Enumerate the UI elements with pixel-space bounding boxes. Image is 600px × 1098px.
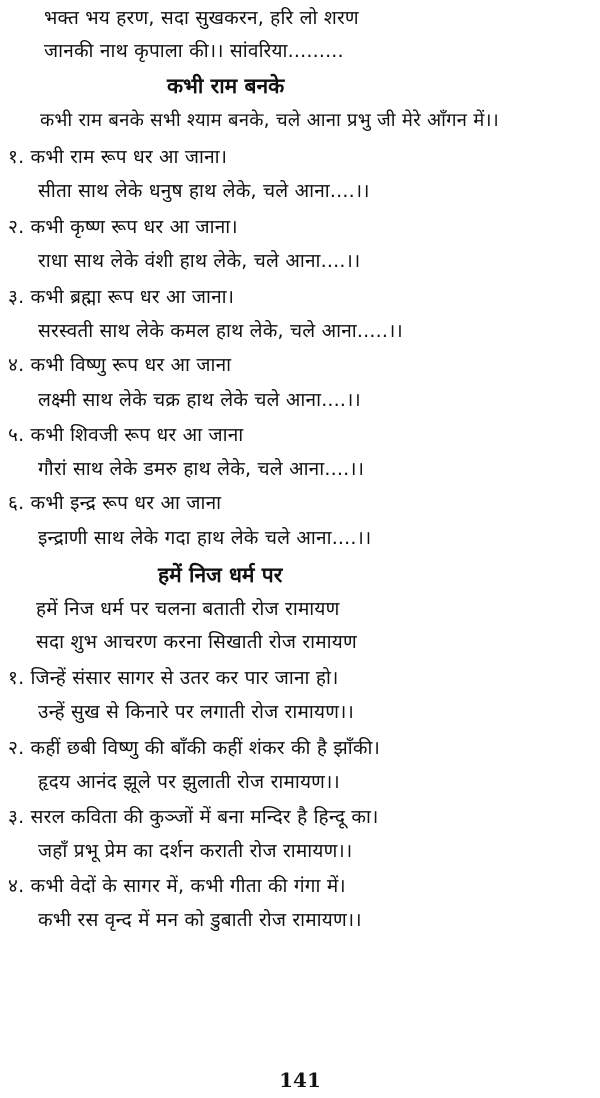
bhajan-1-verse-3-line-2: सरस्वती साथ लेके कमल हाथ लेके, चले आना.....।। [38,320,403,342]
intro-line-1: भक्त भय हरण, सदा सुखकरन, हरि लो शरण [44,7,359,29]
bhajan-1-verse-1-line-2: सीता साथ लेके धनुष हाथ लेके, चले आना....।। [38,180,370,202]
bhajan-1-title: कभी राम बनके [167,74,285,98]
bhajan-2-verse-2-line-1: २. कहीं छबी विष्णु की बाँकी कहीं शंकर की है झाँकी। [8,737,381,759]
intro-line-2: जानकी नाथ कृपाला की।। सांवरिया......... [44,40,344,62]
bhajan-2-verse-4-line-1: ४. कभी वेदों के सागर में, कभी गीता की गंगा में। [8,875,346,897]
bhajan-1-verse-1-line-1: १. कभी राम रूप धर आ जाना। [8,146,228,168]
bhajan-2-refrain-2: सदा शुभ आचरण करना सिखाती रोज रामायण [36,631,357,653]
bhajan-2-verse-3-line-1: ३. सरल कविता की कुञ्जों में बना मन्दिर है हिन्दू का। [8,806,379,828]
page-number: 141 [279,1068,321,1092]
bhajan-2-refrain-1: हमें निज धर्म पर चलना बताती रोज रामायण [36,598,340,620]
bhajan-2-verse-1-line-2: उन्हें सुख से किनारे पर लगाती रोज रामायण।। [38,701,354,723]
bhajan-1-verse-3-line-1: ३. कभी ब्रह्मा रूप धर आ जाना। [8,286,235,308]
bhajan-1-verse-2-line-2: राधा साथ लेके वंशी हाथ लेके, चले आना....।। [38,250,361,272]
bhajan-1-verse-4-line-1: ४. कभी विष्णु रूप धर आ जाना [8,354,232,376]
bhajan-2-verse-3-line-2: जहाँ प्रभू प्रेम का दर्शन कराती रोज रामायण।। [38,840,353,862]
bhajan-1-verse-5-line-1: ५. कभी शिवजी रूप धर आ जाना [8,424,244,446]
bhajan-1-verse-6-line-1: ६. कभी इन्द्र रूप धर आ जाना [8,492,222,514]
bhajan-1-refrain: कभी राम बनके सभी श्याम बनके, चले आना प्रभु जी मेरे आँगन में।। [40,110,499,131]
bhajan-1-verse-4-line-2: लक्ष्मी साथ लेके चक्र हाथ लेके चले आना....।। [38,389,361,411]
bhajan-2-verse-2-line-2: हृदय आनंद झूले पर झुलाती रोज रामायण।। [38,771,340,793]
bhajan-2-title: हमें निज धर्म पर [158,563,283,587]
bhajan-2-verse-1-line-1: १. जिन्हें संसार सागर से उतर कर पार जाना हो। [8,667,339,689]
bhajan-1-verse-5-line-2: गौरां साथ लेके डमरु हाथ लेके, चले आना....।। [38,458,365,480]
bhajan-1-verse-2-line-1: २. कभी कृष्ण रूप धर आ जाना। [8,216,238,238]
bhajan-1-verse-6-line-2: इन्द्राणी साथ लेके गदा हाथ लेके चले आना....।। [38,527,372,549]
bhajan-2-verse-4-line-2: कभी रस वृन्द में मन को डुबाती रोज रामायण।। [38,909,362,931]
